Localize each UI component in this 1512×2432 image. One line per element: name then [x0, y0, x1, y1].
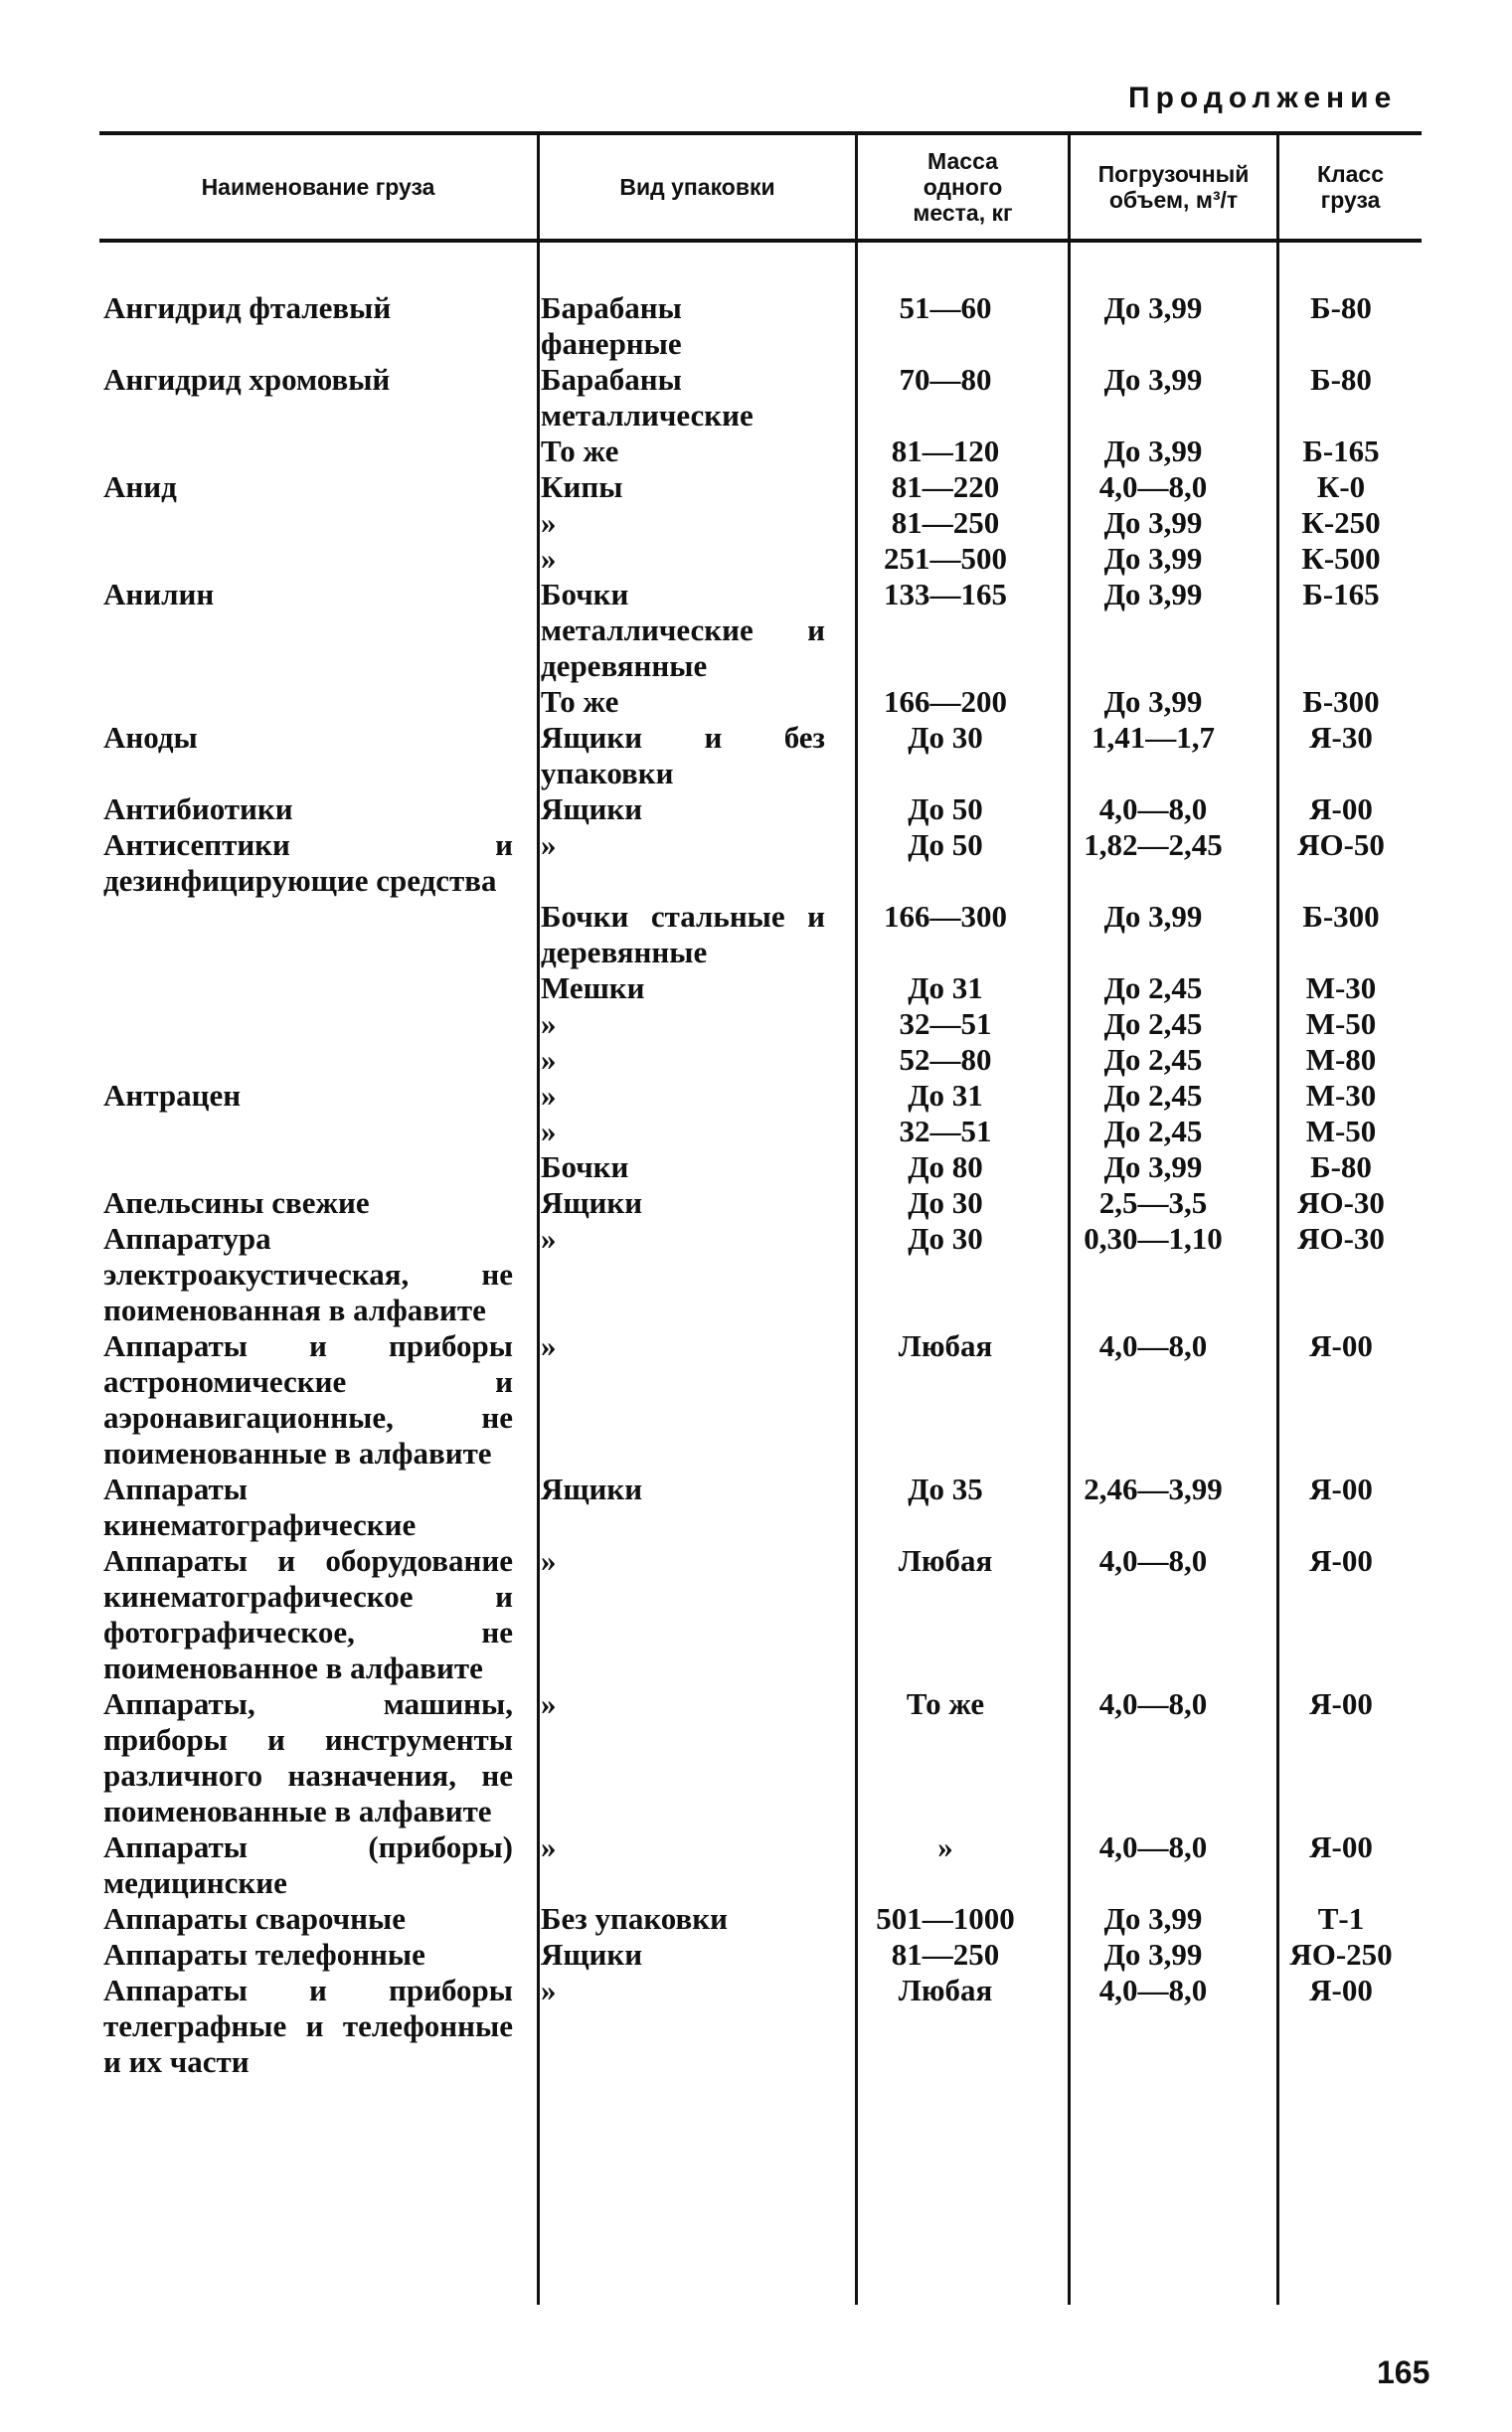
table-row — [103, 1901, 1426, 1937]
packaging-cell: » — [541, 1328, 557, 1363]
table-row — [103, 720, 1426, 791]
packaging-cell: То же — [541, 684, 619, 719]
cargo-class-cell: Б-165 — [1302, 577, 1380, 611]
loading-volume-cell: До 3,99 — [1103, 290, 1203, 325]
table-row — [103, 1937, 1426, 1973]
cargo-name-cell: Аппараты, машины, приборы и инструменты различного назначения, не поименованные в алфавите — [103, 1686, 513, 1828]
packaging-cell: Ящики — [541, 1472, 643, 1506]
cargo-class-cell: Б-80 — [1310, 362, 1372, 397]
table-row — [103, 1829, 1426, 1901]
mass-per-unit-cell: До 35 — [908, 1472, 983, 1506]
mass-per-unit-cell: » — [937, 1829, 953, 1864]
loading-volume-cell: 2,5—3,5 — [1098, 1185, 1208, 1220]
table-row — [103, 1543, 1426, 1686]
cargo-class-cell: ЯО-250 — [1289, 1937, 1393, 1972]
mass-per-unit-cell: До 50 — [908, 791, 983, 826]
mass-per-unit-cell: 81—250 — [891, 505, 1000, 540]
table-header-rule — [99, 239, 1422, 243]
mass-per-unit-cell: До 30 — [908, 720, 983, 755]
table-row — [103, 970, 1426, 1006]
packaging-cell: Без упаковки — [541, 1901, 728, 1936]
table-row — [103, 684, 1426, 720]
cargo-name-cell: Антисептики и дезинфицирующие средства — [103, 827, 513, 898]
table-row — [103, 1042, 1426, 1078]
table-row — [103, 577, 1426, 684]
mass-per-unit-cell: 251—500 — [884, 541, 1007, 576]
cargo-name-cell — [103, 1042, 527, 1078]
table-row — [103, 469, 1426, 505]
mass-per-unit-cell: 32—51 — [899, 1006, 992, 1041]
loading-volume-cell: До 3,99 — [1103, 1149, 1203, 1184]
loading-volume-cell: До 2,45 — [1103, 1078, 1203, 1113]
packaging-cell: Ящики — [541, 791, 643, 826]
cargo-class-cell: Б-80 — [1310, 1149, 1372, 1184]
loading-volume-cell: До 2,45 — [1103, 1006, 1203, 1041]
cargo-name-cell — [103, 1006, 527, 1042]
cargo-name-cell — [103, 434, 527, 469]
table-row — [103, 899, 1426, 970]
loading-volume-cell: До 2,45 — [1103, 1042, 1203, 1077]
cargo-name-cell: Аппараты сварочные — [103, 1901, 406, 1936]
cargo-name-cell: Антибиотики — [103, 791, 293, 826]
cargo-class-cell: М-80 — [1305, 1042, 1377, 1077]
mass-per-unit-cell: 52—80 — [899, 1042, 992, 1077]
cargo-class-cell: Б-165 — [1302, 434, 1380, 468]
mass-per-unit-cell: 81—220 — [891, 469, 1000, 504]
packaging-cell: » — [541, 541, 557, 576]
mass-per-unit-cell: 32—51 — [899, 1114, 992, 1148]
loading-volume-cell: 2,46—3,99 — [1084, 1472, 1223, 1506]
cargo-class-cell: Т-1 — [1317, 1901, 1365, 1936]
cargo-class-cell: Б-300 — [1302, 684, 1380, 719]
packaging-cell: » — [541, 1686, 557, 1721]
cargo-name-cell: Аппараты и приборы астрономические и аэронавигационные, не поименованные в алфавите — [103, 1328, 513, 1471]
packaging-cell: » — [541, 1221, 557, 1256]
loading-volume-cell: До 3,99 — [1103, 684, 1203, 719]
packaging-cell: Ящики — [541, 1937, 643, 1972]
table-row — [103, 290, 1426, 362]
loading-volume-cell: 1,82—2,45 — [1084, 827, 1223, 862]
packaging-cell: Кипы — [541, 469, 623, 504]
loading-volume-cell: 4,0—8,0 — [1098, 1829, 1208, 1864]
cargo-class-cell: Я-00 — [1309, 1973, 1373, 2007]
cargo-name-cell: Анид — [103, 469, 177, 504]
table-row — [103, 1006, 1426, 1042]
mass-per-unit-cell: 81—250 — [891, 1937, 1000, 1972]
mass-per-unit-cell: До 30 — [908, 1221, 983, 1256]
packaging-cell: » — [541, 1114, 557, 1148]
packaging-cell: Бочки — [541, 1149, 629, 1184]
table-row — [103, 1328, 1426, 1472]
cargo-class-cell: ЯО-30 — [1297, 1221, 1385, 1256]
cargo-name-cell — [103, 970, 527, 1006]
packaging-cell: Бочки стальные и деревянные — [541, 899, 825, 969]
cargo-class-cell: Б-300 — [1302, 899, 1380, 934]
cargo-name-cell: Аппаратура электроакустическая, не поименованная в алфавите — [103, 1221, 513, 1327]
table-row — [103, 505, 1426, 541]
packaging-cell: » — [541, 827, 557, 862]
cargo-name-cell — [103, 1114, 527, 1149]
mass-per-unit-cell: Любая — [898, 1543, 993, 1578]
mass-per-unit-cell: До 80 — [908, 1149, 983, 1184]
loading-volume-cell: 4,0—8,0 — [1098, 1328, 1208, 1363]
mass-per-unit-cell: Любая — [898, 1973, 993, 2007]
cargo-class-cell: К-0 — [1316, 469, 1366, 504]
loading-volume-cell: До 2,45 — [1103, 970, 1203, 1005]
cargo-name-cell: Анилин — [103, 577, 215, 611]
packaging-cell: » — [541, 1829, 557, 1864]
cargo-name-cell: Аппараты и оборудование кинематографическое и фотографическое, не поименованное в алфавите — [103, 1543, 513, 1685]
mass-per-unit-cell: Любая — [898, 1328, 993, 1363]
table-row — [103, 434, 1426, 469]
mass-per-unit-cell: 81—120 — [891, 434, 1000, 468]
packaging-cell: » — [541, 1042, 557, 1077]
mass-per-unit-cell: До 30 — [908, 1185, 983, 1220]
cargo-class-cell: Я-00 — [1309, 791, 1373, 826]
cargo-class-cell: Я-30 — [1309, 720, 1373, 755]
table-row — [103, 791, 1426, 827]
mass-per-unit-cell: 501—1000 — [876, 1901, 1015, 1936]
loading-volume-cell: До 3,99 — [1103, 577, 1203, 611]
loading-volume-cell: 1,41—1,7 — [1092, 720, 1215, 755]
loading-volume-cell: До 3,99 — [1103, 1937, 1203, 1972]
header-cargo-name: Наименование груза — [201, 174, 435, 200]
cargo-class-cell: М-50 — [1305, 1114, 1377, 1148]
loading-volume-cell: 4,0—8,0 — [1098, 469, 1208, 504]
table-row — [103, 1221, 1426, 1328]
table-row — [103, 1686, 1426, 1829]
packaging-cell: » — [541, 1078, 557, 1113]
cargo-class-cell: Б-80 — [1310, 290, 1372, 325]
loading-volume-cell: До 2,45 — [1103, 1114, 1203, 1148]
loading-volume-cell: 4,0—8,0 — [1098, 1686, 1208, 1721]
table-row — [103, 362, 1426, 434]
cargo-class-cell: ЯО-30 — [1297, 1185, 1385, 1220]
mass-per-unit-cell: До 31 — [908, 1078, 983, 1113]
table-row — [103, 1185, 1426, 1221]
packaging-cell: » — [541, 1543, 557, 1578]
cargo-name-cell: Аппараты (приборы) медицинские — [103, 1829, 513, 1900]
packaging-cell: Ящики — [541, 1185, 643, 1220]
cargo-class-cell: М-50 — [1305, 1006, 1377, 1041]
cargo-class-cell: К-500 — [1301, 541, 1381, 576]
packaging-cell: » — [541, 1973, 557, 2007]
loading-volume-cell: До 3,99 — [1103, 362, 1203, 397]
cargo-name-cell: Ангидрид фталевый — [103, 290, 392, 325]
mass-per-unit-cell: То же — [906, 1686, 985, 1721]
cargo-name-cell — [103, 505, 527, 541]
packaging-cell: Ящики и без упаковки — [541, 720, 825, 790]
cargo-class-cell: М-30 — [1305, 1078, 1377, 1113]
packaging-cell: Барабаны металлические — [541, 362, 754, 433]
loading-volume-cell: 4,0—8,0 — [1098, 1973, 1208, 2007]
cargo-name-cell: Аппараты и приборы телеграфные и телефонные и их части — [103, 1973, 513, 2079]
loading-volume-cell: 4,0—8,0 — [1098, 1543, 1208, 1578]
loading-volume-cell: До 3,99 — [1103, 434, 1203, 468]
mass-per-unit-cell: 166—300 — [884, 899, 1007, 934]
cargo-class-cell: М-30 — [1305, 970, 1377, 1005]
mass-per-unit-cell: 51—60 — [899, 290, 992, 325]
cargo-class-cell: Я-00 — [1309, 1328, 1373, 1363]
header-mass: Масса одного места, кг — [913, 148, 1013, 226]
table-row — [103, 1114, 1426, 1149]
cargo-class-cell: К-250 — [1301, 505, 1381, 540]
cargo-class-cell: Я-00 — [1309, 1543, 1373, 1578]
header-volume: Погрузочный объем, м³/т — [1097, 161, 1250, 213]
cargo-name-cell — [103, 684, 527, 720]
cargo-name-cell — [103, 899, 527, 970]
header-packaging: Вид упаковки — [619, 174, 775, 200]
mass-per-unit-cell: 166—200 — [884, 684, 1007, 719]
loading-volume-cell: До 3,99 — [1103, 505, 1203, 540]
cargo-name-cell — [103, 541, 527, 577]
cargo-name-cell: Апельсины свежие — [103, 1185, 370, 1220]
packaging-cell: » — [541, 505, 557, 540]
table-row — [103, 1973, 1426, 2080]
mass-per-unit-cell: 133—165 — [884, 577, 1007, 611]
packaging-cell: Бочки металлические и деревянные — [541, 577, 825, 683]
cargo-name-cell — [103, 1149, 527, 1185]
table-row — [103, 1472, 1426, 1543]
mass-per-unit-cell: 70—80 — [899, 362, 992, 397]
loading-volume-cell: 0,30—1,10 — [1084, 1221, 1223, 1256]
packaging-cell: То же — [541, 434, 619, 468]
cargo-name-cell: Аппараты кинематографические — [103, 1472, 417, 1542]
loading-volume-cell: 4,0—8,0 — [1098, 791, 1208, 826]
mass-per-unit-cell: До 50 — [908, 827, 983, 862]
cargo-name-cell: Антрацен — [103, 1078, 242, 1113]
table-row — [103, 827, 1426, 899]
cargo-name-cell: Ангидрид хромовый — [103, 362, 391, 397]
packaging-cell: » — [541, 1006, 557, 1041]
loading-volume-cell: До 3,99 — [1103, 541, 1203, 576]
cargo-class-cell: ЯО-50 — [1297, 827, 1385, 862]
cargo-class-cell: Я-00 — [1309, 1686, 1373, 1721]
cargo-name-cell: Аноды — [103, 720, 198, 755]
table-row — [103, 1149, 1426, 1185]
continuation-label: Продолжение — [1128, 82, 1398, 114]
page-number: 165 — [1377, 2354, 1430, 2390]
packaging-cell: Мешки — [541, 970, 645, 1005]
table-row — [103, 1078, 1426, 1114]
loading-volume-cell: До 3,99 — [1103, 899, 1203, 934]
loading-volume-cell: До 3,99 — [1103, 1901, 1203, 1936]
mass-per-unit-cell: До 31 — [908, 970, 983, 1005]
packaging-cell: Барабаны фанерные — [541, 290, 682, 361]
cargo-table — [103, 290, 1426, 2080]
header-class: Класс груза — [1316, 161, 1385, 213]
cargo-class-cell: Я-00 — [1309, 1472, 1373, 1506]
table-row — [103, 541, 1426, 577]
cargo-name-cell: Аппараты телефонные — [103, 1937, 425, 1972]
cargo-class-cell: Я-00 — [1309, 1829, 1373, 1864]
